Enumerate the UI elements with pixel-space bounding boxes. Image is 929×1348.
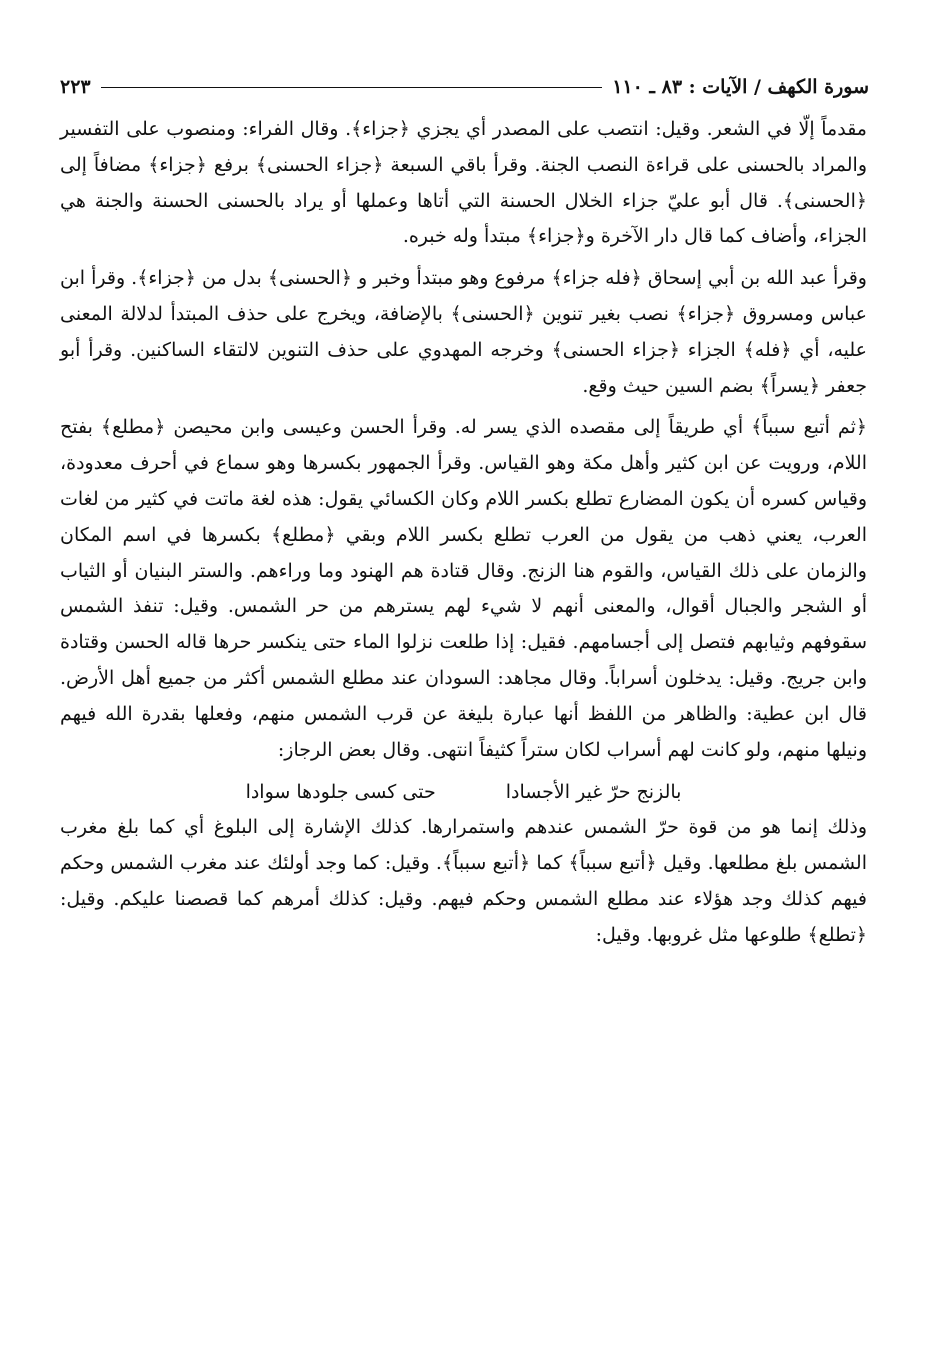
running-header (60, 72, 869, 102)
paragraph: وذلك إنما هو من قوة حرّ الشمس عندهم واستمرارها. كذلك الإشارة إلى البلوغ أي كما بلغ مغرب الشمس بلغ مطلعها. وقيل ﴿أتبع سبباً﴾ كما ﴿أتبع سبباً﴾. وقيل: كما وجد أولئك عند مغرب الشمس وحكم فيهم كذلك وجد هؤلاء عند مطلع الشمس وحكم فيهم. وقيل: كذلك أمرهم كما قصصنا عليكم. وقيل: ﴿تطلع﴾ طلوعها مثل غروبها. وقيل: (60, 816, 867, 946)
poetry-verse (60, 774, 867, 810)
verse-first-hemistich: بالزنج حرّ غير الأجسادا (505, 781, 682, 804)
commentary-body (60, 112, 867, 954)
paragraph: ﴿ثم أتبع سبباً﴾ أي طريقاً إلى مقصده الذي يسر له. وقرأ الحسن وعيسى وابن محيصن ﴿مطلع﴾ بفتح اللام، ورويت عن ابن كثير وأهل مكة وهو القياس. وقرأ الجمهور بكسرها وهو سماع في أحرف معدودة، وقياس كسره أن يكون المضارع تطلع بكسر اللام وكان الكسائي يقول: هذه لغة ماتت في كثير من لغات العرب، يعني ذهب من يقول من العرب تطلع بكسر اللام وبقي ﴿مطلع﴾ بكسرها في اسم المكان والزمان على ذلك القياس، والقوم هنا الزنج. وقال قتادة هم الهنود وما وراءهم. والستر البنيان أو الثياب أو الشجر والجبال أقوال، والمعنى أنهم لا شيء لهم يسترهم من حر الشمس. وقيل: تنفذ الشمس سقوفهم وثيابهم فتصل إلى أجسامهم. فقيل: إذا طلعت نزلوا الماء حتى ينكسر حرها قاله الحسن وقتادة وابن جريج. وقيل: يدخلون أسراباً. وقال مجاهد: السودان عند مطلع الشمس أكثر من جميع أهل الأرض. قال ابن عطية: والظاهر من اللفظ أنها عبارة بليغة عن قرب الشمس منهم، وفعلها بقدرة الله فيهم ونيلها منهم، ولو كانت لهم أسراب لكان ستراً كثيفاً انتهى. وقال بعض الرجاز: (60, 416, 868, 761)
verse-second-hemistich: حتى كسى جلودها سوادا (245, 781, 436, 804)
header-rule (101, 87, 603, 88)
paragraph: وقرأ عبد الله بن أبي إسحاق ﴿فله جزاء﴾ مرفوع وهو مبتدأ وخبر و ﴿الحسنى﴾ بدل من ﴿جزاء﴾. وقرأ ابن عباس ومسروق ﴿جزاء﴾ نصب بغير تنوين ﴿الحسنى﴾ بالإضافة، ويخرج على حذف المبتدأ لدلالة المعنى عليه، أي ﴿فله﴾ الجزاء ﴿جزاء الحسنى﴾ وخرجه المهدوي على حذف التنوين لالتقاء الساكنين. وقرأ أبو جعفر ﴿يسراً﴾ بضم السين حيث وقع. (60, 267, 867, 397)
paragraph: مقدماً إلّا في الشعر. وقيل: انتصب على المصدر أي يجزي ﴿جزاء﴾. وقال الفراء: ومنصوب على التفسير والمراد بالحسنى على قراءة النصب الجنة. وقرأ باقي السبعة ﴿جزاء الحسنى﴾ برفع ﴿جزاء﴾ مضافاً إلى ﴿الحسنى﴾. قال أبو عليّ جزاء الخلال الحسنة التي أتاها وعملها أو يراد بالحسنى الحسنة والجنة هي الجزاء، وأضاف كما قال دار الآخرة و﴿جزاء﴾ مبتدأ وله خبره. (60, 118, 867, 248)
page-number: ٢٢٣ (60, 76, 91, 98)
surah-title: سورة الكهف / الآيات : ٨٣ ـ ١١٠ (612, 76, 869, 98)
